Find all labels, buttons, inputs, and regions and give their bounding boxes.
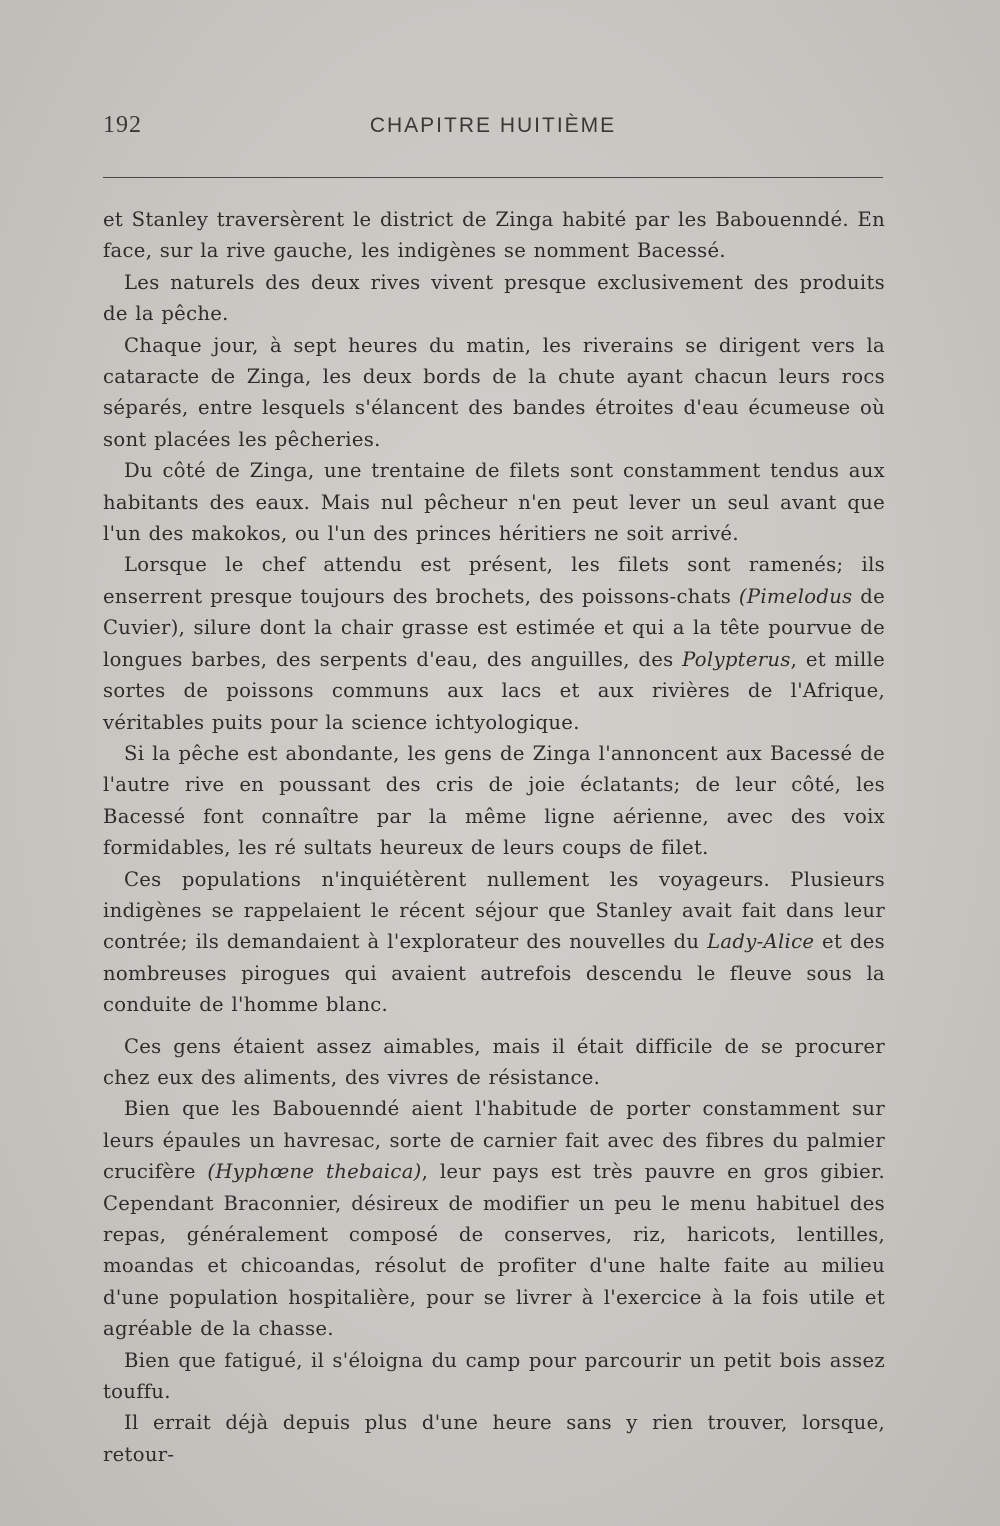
italic-term: (Hyphœne thebaica): [207, 1160, 422, 1184]
text-run: de Cuvier), silure dont la chair grasse est estimée et qui a la tête pourvue de longues barbes, des serpents d'eau, des anguilles, des: [103, 584, 885, 671]
header-rule: [103, 177, 883, 178]
italic-term: Lady-Alice: [707, 930, 815, 954]
text-run: Bien que fatigué, il s'éloigna du camp pour parcourir un petit bois assez touffu.: [103, 1348, 885, 1404]
paragraph: [103, 455, 885, 549]
paragraph: [103, 549, 885, 737]
text-run: Si la pêche est abondante, les gens de Zinga l'annoncent aux Bacessé de l'autre rive en poussant des cris de joie éclatants; de leur côté, les Bacessé font connaître par la même ligne aérienne, avec des voix formidables, les ré sultats heureux de leurs coups de filet.: [103, 741, 885, 860]
italic-term: Polypterus: [682, 647, 791, 671]
text-run: et Stanley traversèrent le district de Zinga habité par les Babouenndé. En face, sur la rive gauche, les indigènes se nomment Bacessé.: [103, 208, 885, 263]
paragraph: [103, 267, 885, 330]
paragraph: [103, 1407, 885, 1470]
text-run: Chaque jour, à sept heures du matin, les riverains se dirigent vers la cataracte de Zinga, les deux bords de la chute ayant chacun leurs rocs séparés, entre lesquels s'élancent des bandes étroites d'eau écumeuse où sont placées les pêcheries.: [103, 333, 885, 451]
text-run: Ces populations n'inquiétèrent nullement les voyageurs. Plusieurs indigènes se rappelaient le récent séjour que Stanley avait fait dans leur contrée; ils demandaient à l'explorateur des nouvelles du: [103, 867, 885, 954]
running-title: CHAPITRE HUITIÈME: [369, 114, 617, 137]
paragraph: [103, 1093, 885, 1344]
text-run: Il errait déjà depuis plus d'une heure sans y rien trouver, lorsque, retour-: [103, 1411, 885, 1466]
text-run: Lorsque le chef attendu est présent, les filets sont ramenés; ils enserrent presque toujours des brochets, des poissons-chats: [103, 553, 885, 608]
paragraph: [103, 1031, 885, 1094]
italic-term: (Pimelodus: [738, 584, 853, 608]
text-run: Du côté de Zinga, une trentaine de filets sont constamment tendus aux habitants des eaux. Mais nul pêcheur n'en peut lever un seul avant que l'un des makokos, ou l'un des princes héritiers ne soit arrivé.: [103, 459, 885, 546]
text-run: Ces gens étaient assez aimables, mais il était difficile de se procurer chez eux des aliments, des vivres de résistance.: [103, 1034, 885, 1089]
text-run: , leur pays est très pauvre en gros gibier. Cependant Braconnier, désireux de modifier un peu le menu habituel des repas, généralement composé de conserves, riz, haricots, lentilles, moandas et chicoandas, résolut de profiter d'une halte faite au milieu d'une population hospitalière, pour se livrer à l'exercice à la fois utile et agréable de la chasse.: [103, 1160, 885, 1341]
text-run: , et mille sortes de poissons communs aux lacs et aux rivières de l'Afrique, véritables puits pour la science ichtyologique.: [103, 647, 885, 734]
page-header: [103, 112, 883, 148]
page-number: 192: [103, 112, 142, 138]
paragraph: [103, 864, 885, 1021]
text-run: Bien que les Babouenndé aient l'habitude de porter constamment sur leurs épaules un havresac, sorte de carnier fait avec des fibres du palmier crucifère: [103, 1097, 885, 1184]
paragraph: [103, 738, 885, 864]
paragraph: [103, 204, 885, 267]
paragraph: [103, 1345, 885, 1408]
body-text: [103, 204, 885, 1470]
paragraph: [103, 330, 885, 456]
text-run: et des nombreuses pirogues qui avaient autrefois descendu le fleuve sous la conduite de l'homme blanc.: [103, 930, 885, 1017]
text-run: Les naturels des deux rives vivent presque exclusivement des produits de la pêche.: [103, 270, 885, 326]
